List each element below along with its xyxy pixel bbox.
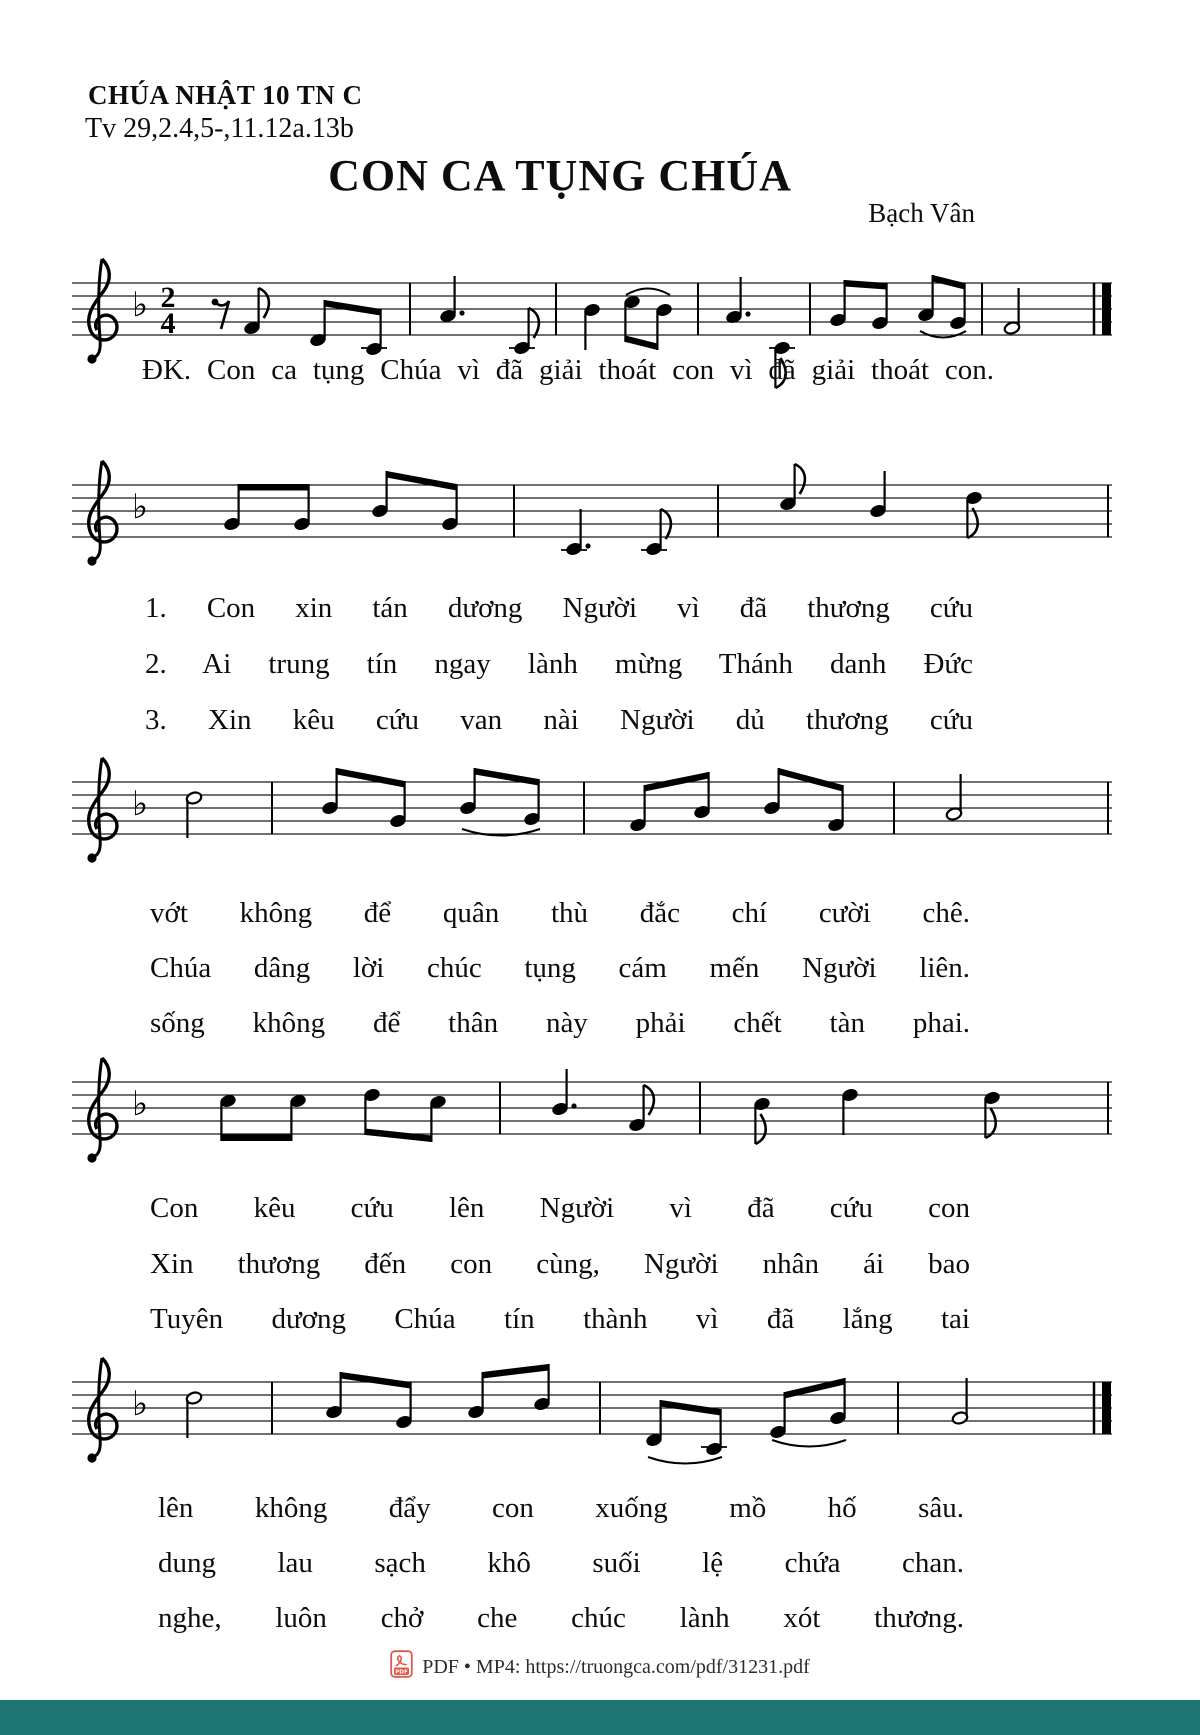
lyrics-verse-1-line-2: vớt không để quân thù đắc chí cười chê. bbox=[150, 897, 970, 929]
psalm-reference: Tv 29,2.4,5-,11.12a.13b bbox=[85, 113, 354, 144]
pdf-download-link[interactable] bbox=[390, 1650, 810, 1684]
svg-text:♭: ♭ bbox=[132, 285, 149, 325]
pdf-file-icon bbox=[390, 1650, 413, 1684]
lyrics-verse-2-line-2: Chúa dâng lời chúc tụng cám mến Người liên. bbox=[150, 952, 970, 984]
lyrics-verse-3-line-4: nghe, luôn chở che chúc lành xót thương. bbox=[158, 1602, 964, 1634]
lyrics-verse-3-line-3: Tuyên dương Chúa tín thành vì đã lắng tai bbox=[150, 1303, 970, 1335]
svg-text:PDF: PDF bbox=[395, 1669, 409, 1676]
svg-text:2: 2 bbox=[160, 281, 176, 314]
lyrics-verse-3-line-1: 3. Xin kêu cứu van nài Người dủ thương cứu bbox=[145, 704, 973, 736]
lyrics-verse-1-line-3: Con kêu cứu lên Người vì đã cứu con bbox=[150, 1192, 970, 1224]
liturgical-day-heading: CHÚA NHẬT 10 TN C bbox=[88, 80, 363, 110]
music-staff-3 bbox=[72, 752, 1112, 902]
lyrics-verse-2-line-3: Xin thương đến con cùng, Người nhân ái bao bbox=[150, 1248, 970, 1280]
svg-text:4: 4 bbox=[160, 307, 176, 340]
music-staff-4 bbox=[72, 1052, 1112, 1202]
composer-name: Bạch Vân bbox=[868, 198, 975, 228]
footer-link-text: PDF • MP4: https://truongca.com/pdf/31231.pdf bbox=[422, 1655, 810, 1678]
lyrics-refrain: ĐK. Con ca tụng Chúa vì đã giải thoát con vì đã giải thoát con. bbox=[142, 354, 994, 386]
music-staff-2 bbox=[72, 455, 1112, 605]
lyrics-verse-2-line-4: dung lau sạch khô suối lệ chứa chan. bbox=[158, 1547, 964, 1579]
music-staff-5 bbox=[72, 1352, 1112, 1502]
lyrics-verse-2-line-1: 2. Ai trung tín ngay lành mừng Thánh danh Đức bbox=[145, 648, 973, 680]
lyrics-verse-3-line-2: sống không để thân này phải chết tàn phai. bbox=[150, 1007, 970, 1039]
song-title: CON CA TỤNG CHÚA bbox=[328, 151, 792, 200]
download-footer bbox=[0, 1650, 1200, 1684]
bottom-accent-bar bbox=[0, 1700, 1200, 1735]
svg-text:♭: ♭ bbox=[132, 784, 149, 824]
lyrics-verse-1-line-1: 1. Con xin tán dương Người vì đã thương cứu bbox=[145, 592, 973, 624]
lyrics-verse-1-line-4: lên không đẩy con xuống mồ hố sâu. bbox=[158, 1492, 964, 1524]
svg-text:♭: ♭ bbox=[132, 1384, 149, 1424]
svg-text:♭: ♭ bbox=[132, 487, 149, 527]
svg-text:♭: ♭ bbox=[132, 1084, 149, 1124]
